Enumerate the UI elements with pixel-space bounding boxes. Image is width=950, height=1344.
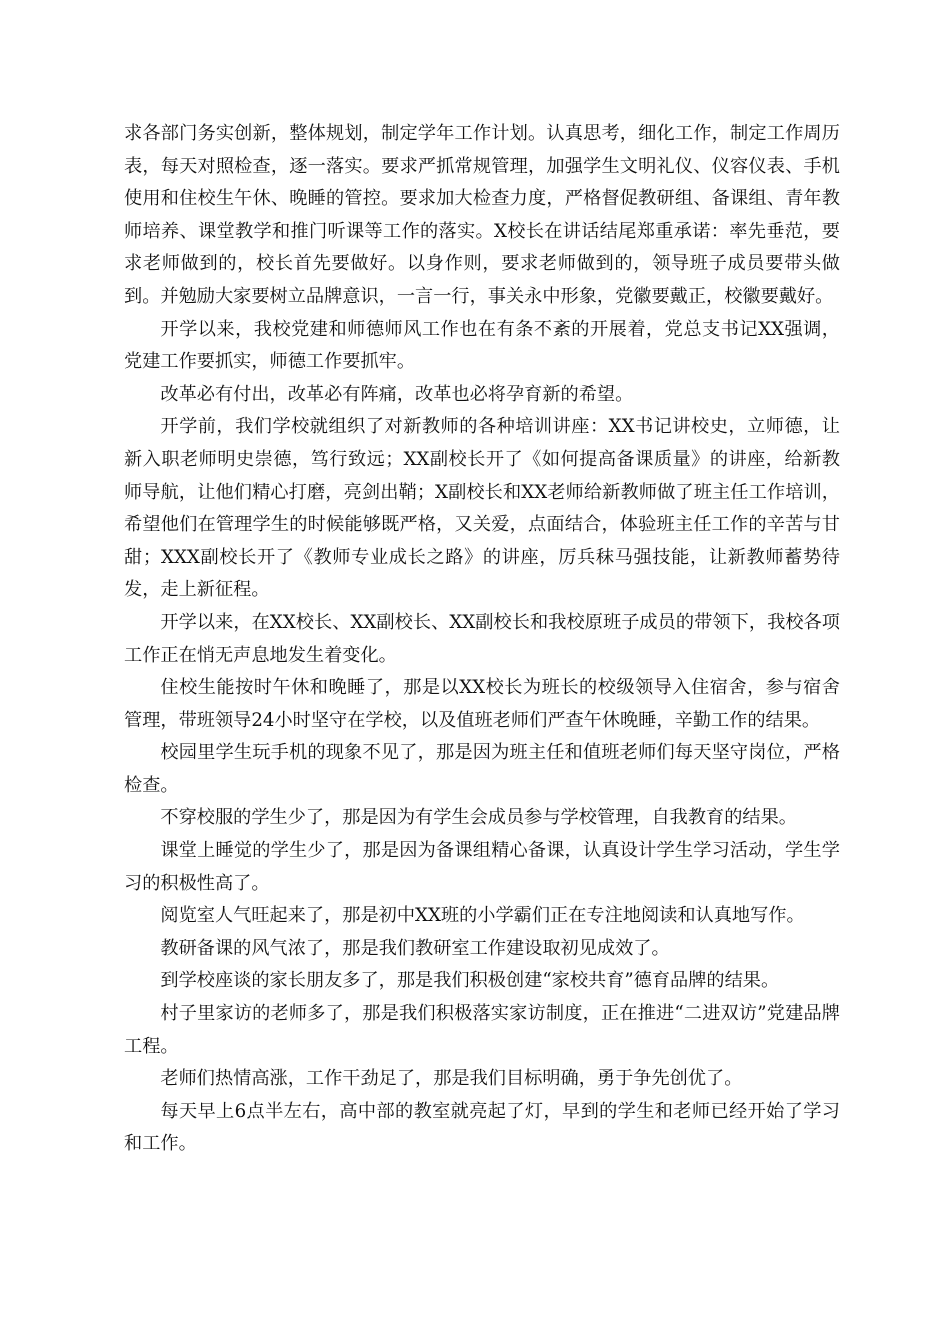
paragraph: 住校生能按时午休和晚睡了，那是以XX校长为班长的校级领导入住宿舍，参与宿舍管理，带班领导24小时坚守在学校，以及值班老师们严查午休晚睡，辛勤工作的结果。: [124, 677, 840, 731]
paragraph: 到学校座谈的家长朋友多了，那是我们积极创建“家校共育”德育品牌的结果。: [160, 970, 780, 992]
paragraph: 不穿校服的学生少了，那是因为有学生会成员参与学校管理，自我教育的结果。: [160, 807, 797, 829]
paragraph: 改革必有付出，改革必有阵痛，改革也必将孕育新的希望。: [160, 383, 634, 405]
paragraph: 开学以来，我校党建和师德师风工作也在有条不紊的开展着，党总支书记XX强调，党建工作要抓实，师德工作要抓牢。: [124, 318, 840, 373]
paragraph: 开学前，我们学校就组织了对新教师的各种培训讲座：XX书记讲校史，立师德，让新入职老师明史崇德，笃行致远；XX副校长开了《如何提高备课质量》的讲座，给新教师导航，让他们精心打磨，亮剑出鞘；X副校长和XX老师给新教师做了班主任工作培训，希望他们在管理学生的时候能够既严格，又关爱，点面结合，体验班主任工作的辛苦与甘甜；XXX副校长开了《教师专业成长之路》的讲座，厉兵秣马强技能，让新教师蓄势待发，走上新征程。: [124, 416, 840, 601]
paragraph: 每天早上6点半左右，高中部的教室就亮起了灯，早到的学生和老师已经开始了学习和工作。: [124, 1100, 840, 1155]
paragraph: 教研备课的风气浓了，那是我们教研室工作建设取初见成效了。: [160, 937, 670, 959]
paragraph: 老师们热情高涨，工作干劲足了，那是我们目标明确，勇于争先创优了。: [160, 1068, 743, 1090]
paragraph: 村子里家访的老师多了，那是我们积极落实家访制度，正在推进“二进双访”党建品牌工程。: [124, 1003, 840, 1057]
document-body: [124, 118, 840, 1161]
paragraph: 校园里学生玩手机的现象不见了，那是因为班主任和值班老师们每天坚守岗位，严格检查。: [124, 742, 840, 796]
paragraph: 课堂上睡觉的学生少了，那是因为备课组精心备课，认真设计学生学习活动，学生学习的积极性高了。: [124, 840, 840, 894]
paragraph: 阅览室人气旺起来了，那是初中XX班的小学霸们正在专注地阅读和认真地写作。: [160, 905, 805, 927]
paragraph: 开学以来，在XX校长、XX副校长、XX副校长和我校原班子成员的带领下，我校各项工作正在悄无声息地发生着变化。: [124, 611, 840, 666]
paragraph: 求各部门务实创新，整体规划，制定学年工作计划。认真思考，细化工作，制定工作周历表，每天对照检查，逐一落实。要求严抓常规管理，加强学生文明礼仪、仪容仪表、手机使用和住校生午休、晚睡的管控。要求加大检查力度，严格督促教研组、备课组、青年教师培养、课堂教学和推门听课等工作的落实。X校长在讲话结尾郑重承诺：率先垂范，要求老师做到的，校长首先要做好。以身作则，要求老师做到的，领导班子成员要带头做到。并勉励大家要树立品牌意识，一言一行，事关永中形象，党徽要戴正，校徽要戴好。: [124, 123, 840, 307]
